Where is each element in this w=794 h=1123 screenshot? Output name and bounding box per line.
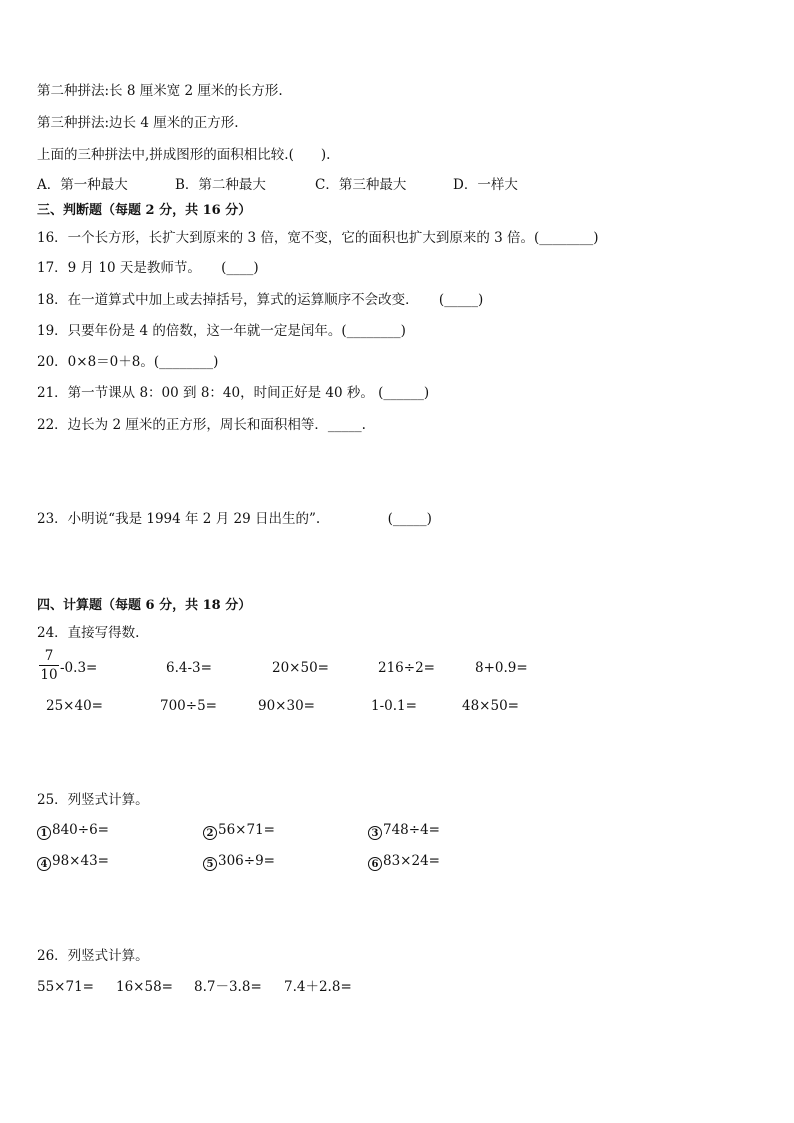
- q24-item-3: 20×50=: [272, 660, 329, 676]
- q24-title: 24．直接写得数.: [37, 625, 140, 641]
- q16: 16．一个长方形，长扩大到原来的 3 倍，宽不变，它的面积也扩大到原来的 3 倍。(________): [37, 230, 599, 246]
- q15-question: 上面的三种拼法中,拼成图形的面积相比较.( ).: [37, 147, 331, 163]
- q23: 23．小明说“我是 1994 年 2 月 29 日出生的”. (_____): [37, 511, 432, 527]
- q24-item-9: 1-0.1=: [371, 698, 417, 714]
- q25-item-6: [368, 852, 440, 871]
- section4-heading: 四、计算题（每题 6 分，共 18 分）: [37, 598, 252, 613]
- q22: 22．边长为 2 厘米的正方形，周长和面积相等．_____.: [37, 417, 366, 433]
- q26-item-2: 16×58=: [116, 979, 173, 995]
- q26-item-3: 8.7－3.8=: [194, 979, 262, 995]
- q25-expr: 306÷9=: [218, 853, 275, 869]
- q25-item-4: [37, 852, 109, 871]
- q24-item-6: 25×40=: [46, 698, 103, 714]
- q15-method3: 第三种拼法:边长 4 厘米的正方形.: [37, 115, 239, 131]
- q26-item-1: 55×71=: [37, 979, 94, 995]
- q15-option-c: C．第三种最大: [315, 177, 407, 193]
- q24-fraction: [37, 648, 61, 683]
- q24-item-10: 48×50=: [462, 698, 519, 714]
- q24-item-1: -0.3=: [60, 660, 98, 676]
- q26-item-4: 7.4＋2.8=: [284, 979, 352, 995]
- fraction-denominator: 10: [40, 667, 58, 683]
- q25-item-2: [203, 821, 275, 840]
- q15-option-a: A．第一种最大: [37, 177, 128, 193]
- section3-heading: 三、判断题（每题 2 分，共 16 分）: [37, 203, 252, 218]
- q24-item-5: 8+0.9=: [475, 660, 528, 676]
- q20: 20．0×8＝0＋8。(________): [37, 354, 219, 370]
- q18: 18．在一道算式中加上或去掉括号，算式的运算顺序不会改变． (_____): [37, 292, 484, 308]
- q25-title: 25．列竖式计算。: [37, 792, 149, 808]
- q26-title: 26．列竖式计算。: [37, 948, 149, 964]
- q25-expr: 83×24=: [383, 853, 440, 869]
- fraction-numerator: 7: [44, 648, 54, 664]
- circled-number: 1: [37, 826, 51, 840]
- circled-number: 3: [368, 826, 382, 840]
- q25-item-1: [37, 821, 109, 840]
- q24-item-8: 90×30=: [258, 698, 315, 714]
- q21: 21．第一节课从 8：00 到 8：40，时间正好是 40 秒。 (______): [37, 385, 430, 401]
- q17: 17．9 月 10 天是教师节。 (____): [37, 260, 259, 276]
- q24-item-7: 700÷5=: [160, 698, 217, 714]
- q15-option-b: B．第二种最大: [175, 177, 266, 193]
- q25-expr: 748÷4=: [383, 822, 440, 838]
- q25-expr: 840÷6=: [52, 822, 109, 838]
- q25-expr: 56×71=: [218, 822, 275, 838]
- circled-number: 4: [37, 857, 51, 871]
- q15-option-d: D．一样大: [453, 177, 518, 193]
- q24-item-4: 216÷2=: [378, 660, 435, 676]
- q25-item-5: [203, 852, 275, 871]
- q19: 19．只要年份是 4 的倍数，这一年就一定是闰年。(________): [37, 323, 406, 339]
- fraction-bar: [39, 665, 59, 666]
- circled-number: 2: [203, 826, 217, 840]
- q24-item-2: 6.4-3=: [166, 660, 212, 676]
- circled-number: 5: [203, 857, 217, 871]
- q25-expr: 98×43=: [52, 853, 109, 869]
- q15-method2: 第二种拼法:长 8 厘米宽 2 厘米的长方形.: [37, 83, 283, 99]
- circled-number: 6: [368, 857, 382, 871]
- q25-item-3: [368, 821, 440, 840]
